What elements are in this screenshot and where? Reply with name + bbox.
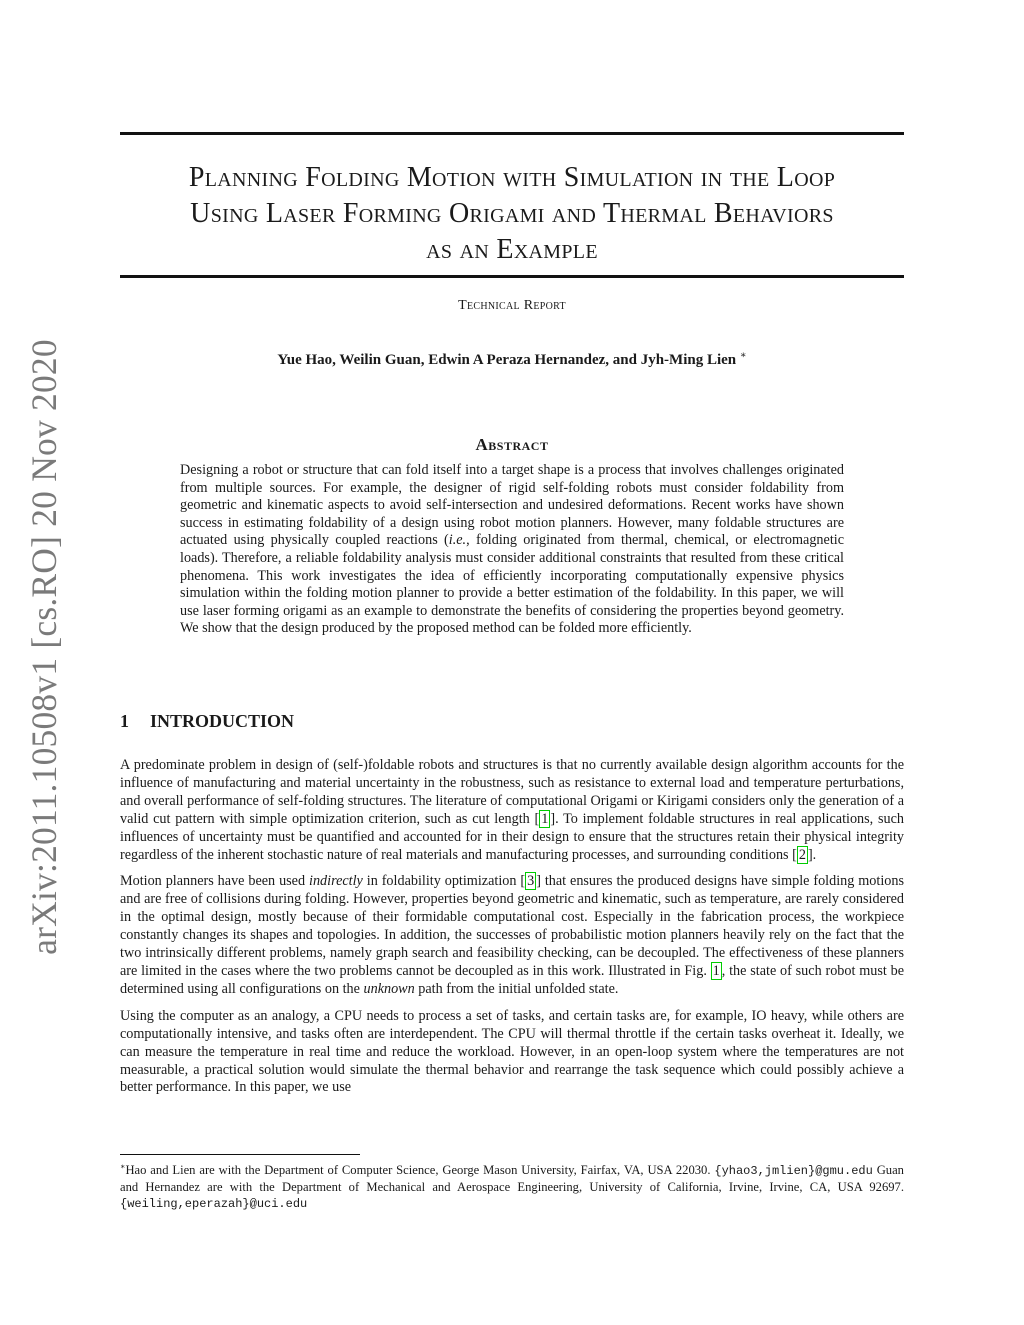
author-list — [120, 350, 904, 369]
footnote-rule — [120, 1154, 360, 1155]
paragraph-text: ]. To implement foldable structures in real applications, such influences of uncertainty must be quantified and accounted for in their design to ensure that the structures retain their physical integrity regardless of the inherent stochastic nature of real materials and manufacturing processes, and surrounding conditions [ — [120, 810, 904, 863]
paragraph-text: in foldability optimization [ — [362, 873, 526, 890]
title-top-rule — [120, 132, 904, 135]
citation-link[interactable]: 1 — [541, 810, 549, 827]
paragraph-text: ]. — [807, 846, 817, 863]
abstract-text — [180, 462, 844, 638]
paragraph-emphasis: unknown — [363, 980, 415, 997]
title-line-1: Planning Folding Motion with Simulation in the Loop — [188, 162, 836, 193]
abstract-heading: Abstract — [475, 435, 549, 454]
paragraph-emphasis: indirectly — [309, 873, 363, 890]
author-names: Yue Hao, Weilin Guan, Edwin A Peraza Hernandez, and Jyh-Ming Lien — [277, 352, 737, 368]
abstract-text-part: , folding originated from thermal, chemical, or electromagnetic loads). Therefore, a reliable foldability analysis must consider additional constraints that resulted from these critical phenomena. This work investigates the idea of efficiently incorporating computationally expensive physics simulation within the folding motion planner to provide a better estimation of the foldability. In this paper, we will use laser forming origami as an example to demonstrate the benefits of considering the properties beyond geometry. We show that the design produced by the proposed method can be folded more efficiently. — [180, 532, 844, 637]
email-address[interactable]: {yhao3,jmlien}@gmu.edu — [714, 1164, 873, 1179]
arxiv-identifier: arXiv:2011.10508v1 [cs.RO] 20 Nov 2020 — [24, 339, 64, 955]
citation-link[interactable]: 2 — [798, 846, 806, 863]
citation-link[interactable]: 3 — [527, 873, 535, 890]
report-type: Technical Report — [458, 298, 566, 313]
author-footnote-mark: ∗ — [739, 350, 747, 361]
paragraph-text: Motion planners have been used — [120, 873, 309, 890]
paragraph-text: A predominate problem in design of (self-)foldable robots and structures is that no currently available design algorithm accounts for the influence of manufacturing and material uncertainty in the robustness, such as resistance to external load and temperature perturbations, and overall performance of self-folding structures. The literature of computational Origami or Kirigami considers only the generation of a valid cut pattern with simple optimization criterion, such as cut length [ — [120, 757, 904, 827]
footnote-text: Guan and Hernandez are with the Department of Mechanical and Aerospace Engineering, University of California, Irvine, Irvine, CA, USA 92697. — [120, 1163, 904, 1195]
section-title: INTRODUCTION — [150, 711, 295, 731]
paragraph-text: path from the initial unfolded state. — [414, 980, 619, 997]
footnote — [120, 1159, 904, 1212]
section-number: 1 — [120, 711, 129, 731]
paragraph-text: ] that ensures the produced designs have simple folding motions and are free of collisions during folding. However, properties beyond geometric and kinematic, such as temperature, are rarely considered in the optimal design, mostly because of their formidable computational cost. Especially in the fabrication process, the workpiece constantly changes its shapes and topologies. In addition, the successes of probabilistic motion planners heavily rely on the fact that the two intrinsically different problems, namely graph search and feasibility checking, can be decoupled. The effectiveness of these planners are limited in the cases where the two problems cannot be decoupled as in this work. Illustrated in Fig. — [120, 873, 904, 979]
body-text — [120, 757, 904, 1106]
email-address[interactable]: {weiling,eperazah}@uci.edu — [120, 1197, 308, 1212]
paragraph-text: , the state of such robot must be determined using all configurations on the — [120, 962, 904, 997]
abstract-text-part: Designing a robot or structure that can fold itself into a target shape is a process that involves challenges originated from multiple sources. For example, the designer of rigid self-folding robots must consider foldability from geometric and kinematic aspects to avoid self-intersection and undesired deformations. Recent works have shown success in estimating foldability of a design using robot motion planners. However, many foldable structures are actuated using physically coupled reactions ( — [180, 462, 844, 549]
arxiv-sidebar — [0, 0, 78, 1325]
title-line-2: Using Laser Forming Origami and Thermal Behaviors — [190, 198, 834, 229]
footnote-text: Hao and Lien are with the Department of Computer Science, George Mason University, Fairfax, VA, USA 22030. — [125, 1163, 715, 1178]
title-bottom-rule — [120, 275, 904, 278]
title-line-3: as an Example — [426, 234, 598, 265]
figure-link[interactable]: 1 — [712, 962, 720, 979]
section-heading — [120, 711, 294, 732]
abstract-emphasis: i.e. — [448, 532, 467, 549]
paragraph-1 — [120, 757, 904, 864]
paragraph-3: Using the computer as an analogy, a CPU needs to process a set of tasks, and certain tasks are, for example, IO heavy, while others are computationally intensive, and tasks often are interdependent. The CPU will thermal throttle if the certain tasks overheat it. Ideally, we can measure the temperature in real time and reduce the workload. However, in an open-loop system where the temperatures are not measurable, a practical solution would simulate the thermal behavior and rearrange the task sequence which could possibly achieve a better performance. In this paper, we use — [120, 1007, 904, 1096]
paragraph-2 — [120, 873, 904, 998]
paper-title — [120, 160, 904, 268]
footnote-mark: ∗ — [120, 1162, 126, 1171]
